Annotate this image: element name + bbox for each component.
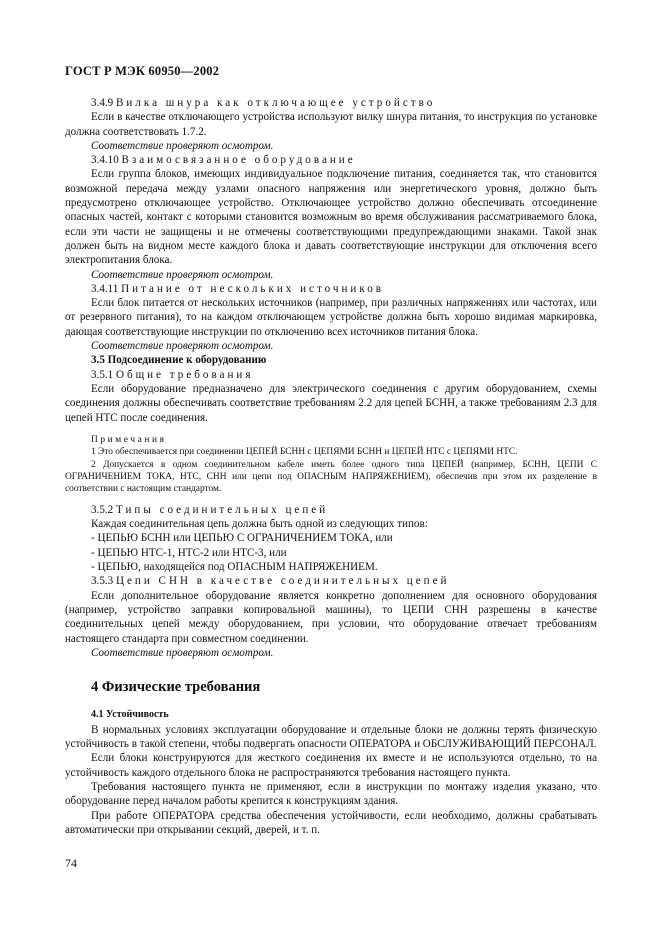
clause-title: Взаимосвязанное оборудование: [121, 154, 356, 167]
note-1: 1 Это обеспечивается при соединении ЦЕПЕЙ БСНН с ЦЕПЯМИ БСНН и ЦЕПЕЙ НТС с ЦЕПЯМИ НТС.: [91, 447, 518, 458]
clause-3-4-11-text: Если блок питается от нескольких источников (например, при различных напряжениях или частотах, или от резервного питания), то на каждом отключающем устройстве должна быть хорошо видимая маркировка, дающая соответствующие инструкции по отключению всех источников питания блока.: [65, 297, 597, 338]
compliance-note: Соответствие проверяют осмотром.: [91, 139, 274, 152]
subsection-4-1-para-4: При работе ОПЕРАТОРА средства обеспечения устойчивости, если необходимо, должны срабатывать автоматически при открывании секций, дверей, и т. п.: [65, 809, 597, 836]
notes-heading: Примечания: [91, 434, 167, 445]
subsection-4-1-para-3: Требования настоящего пункта не применяют, если в инструкции по монтажу изделия указано, что оборудование перед началом работы крепится к конструкциям здания.: [65, 780, 597, 808]
clause-title: Питание от нескольких источников: [121, 282, 384, 295]
list-item: - ЦЕПЬЮ, находящейся под ОПАСНЫМ НАПРЯЖЕНИЕМ.: [91, 561, 378, 574]
clause-3-5-3-text: Если дополнительное оборудование является конкретно дополнением для основного оборудования (например, устройство заправки копировальной машины), то ЦЕПИ СНН разрешены в качестве соединительных цепей между оборудованием, при условии, что оборудование отвечает требованиям настоящего стандарта при совместном соединении.: [65, 589, 597, 645]
clause-title: Цепи СНН в качестве соединительных цепей: [115, 575, 450, 588]
clause-3-5-2-heading: [65, 503, 597, 517]
clause-title: Типы соединительных цепей: [115, 503, 329, 516]
clause-3-4-10-text: Если группа блоков, имеющих индивидуальное подключение питания, соединяется так, что становится возможной передача между узлами опасного напряжения или энергетического уровня, должно быть предусмотрено отключающее устройство. Отключающее устройство должно обеспечивать отсоединение опасных частей, контакт с которыми становится возможным во время обслуживания рассматриваемого блока, если эти части не защищены и не отмечены соответствующими предупреждающими знаками. Такой знак должен быть на видном месте каждого блока и давать соответствующие инструкции для отключения всего электропитания блока.: [65, 168, 597, 267]
list-item: - ЦЕПЬЮ БСНН или ЦЕПЬЮ С ОГРАНИЧЕНИЕМ ТОКА, или: [91, 532, 393, 545]
section-4-heading: 4 Физические требования: [91, 679, 261, 696]
clause-3-4-9-heading: [65, 96, 597, 110]
clause-3-5-1-heading: [65, 368, 597, 382]
clause-title: Вилка шнура как отключающее устройство: [115, 97, 436, 109]
page-body: [65, 96, 597, 837]
note-2: 2 Допускается в одном соединительном кабеле иметь более одного типа ЦЕПЕЙ (например, БСНН, ЦЕПИ С ОГРАНИЧЕНИЕМ ТОКА, НТС, СНН или цепи под ОПАСНЫМ НАПРЯЖЕНИЕМ), обеспечив при этом их разделение в соответствии с настоящим стандартом.: [65, 459, 597, 495]
clause-3-5-3-heading: [65, 574, 597, 588]
clause-number: 3.4.11: [91, 282, 119, 295]
clause-number: 3.5.1: [91, 368, 114, 381]
compliance-note: Соответствие проверяют осмотром.: [91, 646, 274, 659]
clause-number: 3.4.10: [91, 154, 119, 167]
clause-title: Общие требования: [115, 368, 254, 381]
subsection-4-1-heading: 4.1 Устойчивость: [91, 709, 169, 721]
clause-3-4-9-text: Если в качестве отключающего устройства используют вилку шнура питания, то инструкция по установке должна соответствовать 1.7.2.: [65, 111, 597, 138]
clause-3-4-11-heading: [65, 282, 597, 296]
compliance-note: Соответствие проверяют осмотром.: [91, 340, 274, 353]
clause-3-5-1-text: Если оборудование предназначено для электрического соединения с другим оборудованием, схемы соединения должны обеспечивать соответствие требованиям 2.2 для цепей БСНН, а также требованиям 2.3 для цепей НТС после соединения.: [65, 382, 597, 424]
clause-3-5-2-intro: Каждая соединительная цепь должна быть одной из следующих типов:: [91, 518, 428, 531]
clause-number: 3.5.3: [91, 575, 114, 588]
subsection-4-1-para-1: В нормальных условиях эксплуатации оборудование и отдельные блоки не должны терять физическую устойчивость в такой степени, чтобы подвергать опасности ОПЕРАТОРА и ОБСЛУЖИВАЮЩИЙ ПЕРСОНАЛ.: [65, 723, 597, 751]
section-3-5-heading: 3.5 Подсоединение к оборудованию: [91, 354, 267, 367]
compliance-note: Соответствие проверяют осмотром.: [91, 268, 274, 281]
clause-number: 3.4.9: [91, 97, 114, 109]
subsection-4-1-para-2: Если блоки конструируются для жесткого соединения их вместе и не используются отдельно, то на устойчивость каждого отдельного блока не распространяются требования настоящего пункта.: [65, 752, 597, 779]
clause-3-4-10-heading: [65, 153, 597, 167]
page-number: 74: [65, 856, 77, 870]
list-item: - ЦЕПЬЮ НТС-1, НТС-2 или НТС-3, или: [91, 546, 287, 559]
clause-number: 3.5.2: [91, 503, 114, 516]
document-header: ГОСТ Р МЭК 60950—2002: [65, 64, 220, 78]
